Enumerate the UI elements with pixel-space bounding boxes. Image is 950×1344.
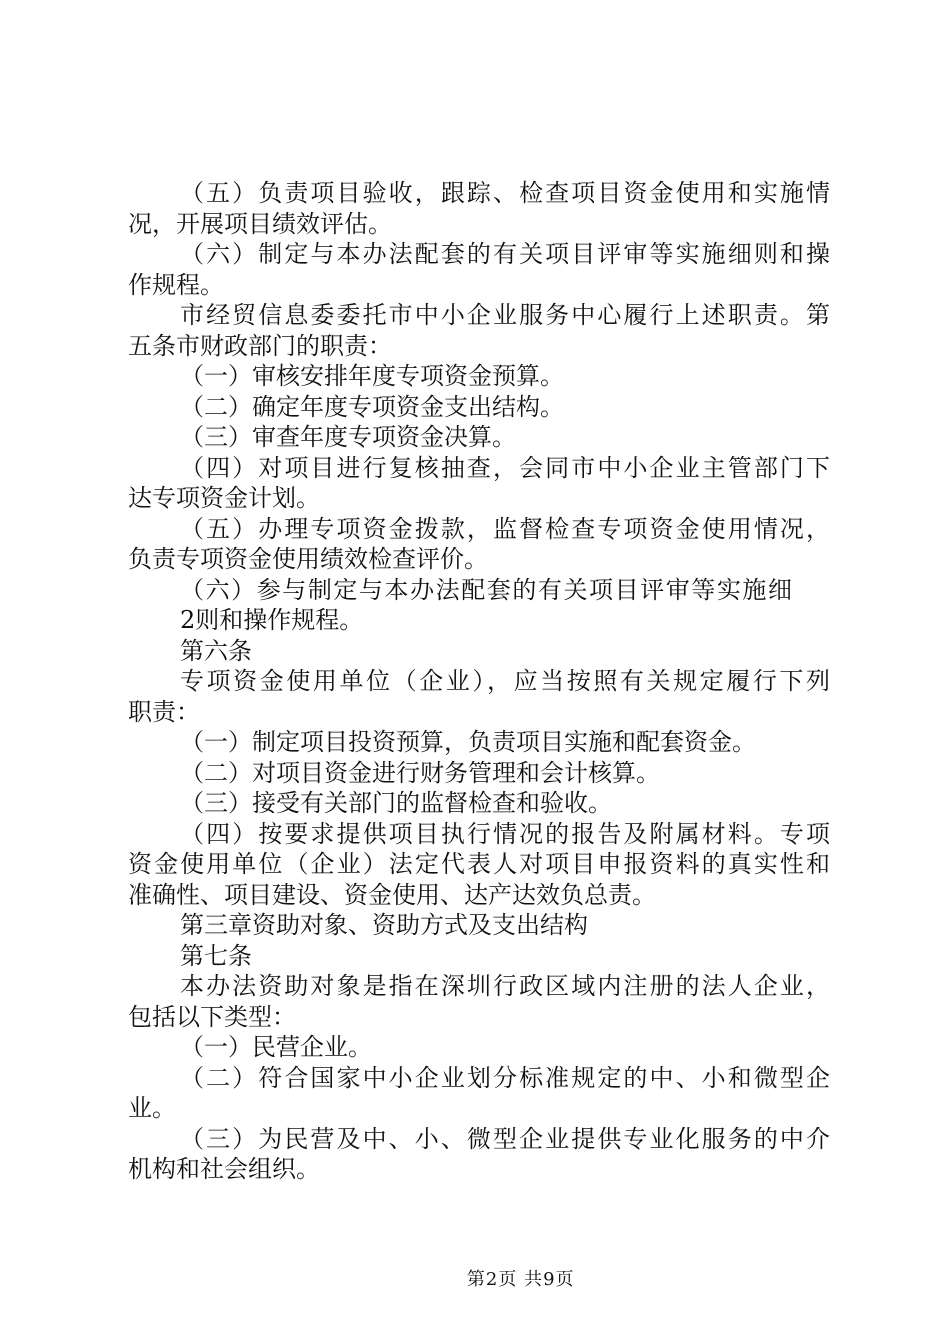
text-line: 专项资金使用单位（企业），应当按照有关规定履行下列 — [180, 667, 830, 695]
paragraph — [0, 514, 950, 575]
paragraph — [0, 361, 950, 392]
paragraph — [0, 666, 950, 727]
paragraph — [0, 727, 950, 758]
article-heading — [0, 941, 950, 972]
text-line: 作规程。 — [128, 270, 224, 299]
text-line: 业。 — [128, 1094, 176, 1122]
page-footer — [440, 1241, 575, 1319]
paragraph — [0, 575, 950, 636]
text-line: （四）按要求提供项目执行情况的报告及附属材料。专项 — [180, 819, 830, 848]
paragraph — [0, 453, 950, 514]
article-heading — [0, 636, 950, 667]
text-line: 五条市财政部门的职责： — [128, 331, 392, 360]
text-line: （一）民营企业。 — [180, 1033, 372, 1061]
page-number: 第2页 共9页 — [466, 1269, 575, 1290]
text-line: （二）对项目资金进行财务管理和会计核算。 — [180, 758, 660, 787]
paragraph — [0, 819, 950, 911]
text-line: （六）参与制定与本办法配套的有关项目评审等实施细 — [180, 575, 792, 604]
text-line: 资金使用单位（企业）法定代表人对项目申报资料的真实性和 — [128, 850, 830, 878]
text-line: （二）确定年度专项资金支出结构。 — [180, 392, 564, 421]
chapter-heading — [0, 910, 950, 941]
text-line: （一）审核安排年度专项资金预算。 — [180, 362, 564, 390]
text-line: （三）为民营及中、小、微型企业提供专业化服务的中介 — [180, 1124, 830, 1153]
paragraph — [0, 1063, 950, 1124]
text-line: 第三章资助对象、资助方式及支出结构 — [180, 911, 588, 939]
paragraph — [0, 1032, 950, 1063]
text-line: （五）负责项目验收，跟踪、检查项目资金使用和实施情 — [180, 179, 830, 207]
text-line: 第七条 — [180, 941, 252, 970]
text-line: 况，开展项目绩效评估。 — [128, 209, 392, 238]
text-line: 机构和社会组织。 — [128, 1155, 320, 1183]
text-line: 包括以下类型： — [128, 1002, 296, 1031]
paragraph — [0, 239, 950, 300]
text-line: （二）符合国家中小企业划分标准规定的中、小和微型企 — [180, 1063, 830, 1092]
document-body — [0, 178, 950, 1185]
text-line: （六）制定与本办法配套的有关项目评审等实施细则和操 — [180, 240, 830, 268]
text-line: 达专项资金计划。 — [128, 484, 320, 512]
paragraph — [0, 300, 950, 361]
paragraph — [0, 178, 950, 239]
text-line: 职责： — [128, 697, 200, 726]
text-line: 2则和操作规程。 — [180, 606, 364, 634]
text-line: 本办法资助对象是指在深圳行政区域内注册的法人企业， — [180, 972, 830, 1000]
paragraph — [0, 971, 950, 1032]
text-line: 第六条 — [180, 636, 252, 665]
text-line: 准确性、项目建设、资金使用、达产达效负总责。 — [128, 880, 656, 909]
text-line: 市经贸信息委委托市中小企业服务中心履行上述职责。第 — [180, 301, 830, 329]
text-line: （四）对项目进行复核抽查，会同市中小企业主管部门下 — [180, 453, 830, 482]
paragraph — [0, 422, 950, 453]
text-line: （五）办理专项资金拨款，监督检查专项资金使用情况， — [180, 514, 830, 543]
text-line: （三）接受有关部门的监督检查和验收。 — [180, 789, 612, 817]
paragraph — [0, 392, 950, 423]
text-line: （一）制定项目投资预算，负责项目实施和配套资金。 — [180, 728, 756, 756]
text-line: 负责专项资金使用绩效检查评价。 — [128, 545, 488, 573]
paragraph — [0, 758, 950, 789]
paragraph — [0, 1124, 950, 1185]
paragraph — [0, 788, 950, 819]
text-line: （三）审查年度专项资金决算。 — [180, 423, 516, 451]
